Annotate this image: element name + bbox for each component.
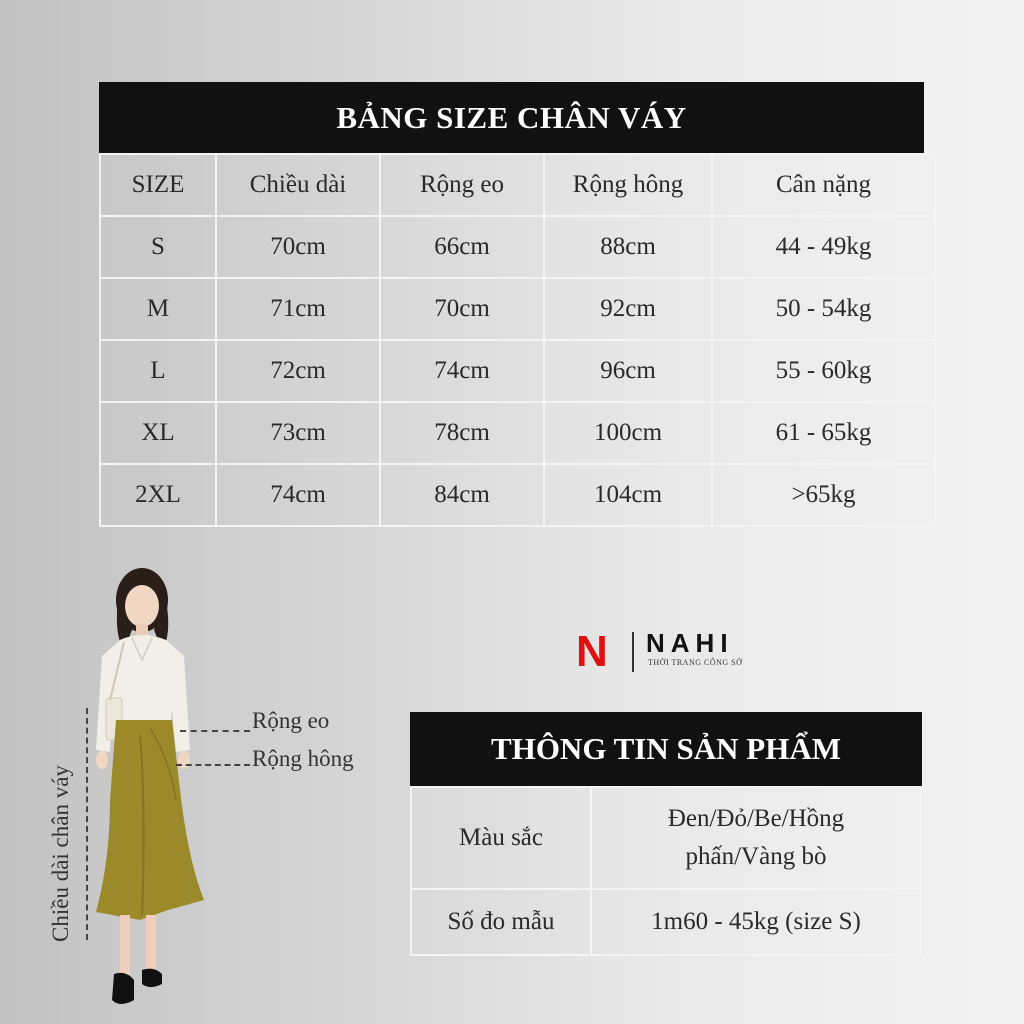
cell-length: 71cm xyxy=(216,278,380,340)
waist-guide-line xyxy=(180,730,250,732)
cell-waist: 66cm xyxy=(380,216,544,278)
cell-waist: 84cm xyxy=(380,464,544,526)
info-label-model-size: Số đo mẫu xyxy=(411,889,591,955)
cell-waist: 70cm xyxy=(380,278,544,340)
cell-waist: 78cm xyxy=(380,402,544,464)
table-row xyxy=(100,216,935,278)
cell-hip: 88cm xyxy=(544,216,712,278)
length-guide-line xyxy=(86,708,88,940)
table-row xyxy=(100,340,935,402)
header-hip: Rộng hông xyxy=(544,154,712,216)
cell-size: S xyxy=(100,216,216,278)
cell-length: 74cm xyxy=(216,464,380,526)
info-value-color xyxy=(591,787,921,889)
cell-length: 72cm xyxy=(216,340,380,402)
table-row xyxy=(100,278,935,340)
waist-label: Rộng eo xyxy=(252,708,330,733)
brand-tagline: THỜI TRANG CÔNG SỞ xyxy=(648,658,743,667)
table-row xyxy=(100,402,935,464)
info-value-color-line-1: Đen/Đỏ/Be/Hồng xyxy=(667,805,845,832)
header-size: SIZE xyxy=(100,154,216,216)
size-chart-title: BẢNG SIZE CHÂN VÁY xyxy=(99,82,924,153)
header-length: Chiều dài xyxy=(216,154,380,216)
cell-size: L xyxy=(100,340,216,402)
info-value-color-line-2: phấn/Vàng bò xyxy=(685,843,827,870)
product-info-table xyxy=(410,786,922,956)
cell-size: XL xyxy=(100,402,216,464)
cell-size: M xyxy=(100,278,216,340)
header-waist: Rộng eo xyxy=(380,154,544,216)
cell-weight: 44 - 49kg xyxy=(712,216,935,278)
info-label-color: Màu sắc xyxy=(411,787,591,889)
hip-label: Rộng hông xyxy=(252,746,354,771)
info-value-model-size: 1m60 - 45kg (size S) xyxy=(591,889,921,955)
cell-size: 2XL xyxy=(100,464,216,526)
cell-hip: 96cm xyxy=(544,340,712,402)
product-info xyxy=(410,712,922,956)
cell-length: 70cm xyxy=(216,216,380,278)
size-table xyxy=(99,153,936,527)
cell-length: 73cm xyxy=(216,402,380,464)
size-chart xyxy=(99,82,924,527)
hip-guide-line xyxy=(176,764,250,766)
cell-waist: 74cm xyxy=(380,340,544,402)
product-info-title: THÔNG TIN SẢN PHẨM xyxy=(410,712,922,786)
cell-weight: 61 - 65kg xyxy=(712,402,935,464)
cell-weight: 50 - 54kg xyxy=(712,278,935,340)
cell-hip: 100cm xyxy=(544,402,712,464)
brand-logo-letter: N xyxy=(576,627,608,676)
cell-hip: 104cm xyxy=(544,464,712,526)
table-row xyxy=(100,464,935,526)
brand-name: NAHI xyxy=(646,628,734,658)
table-header-row xyxy=(100,154,935,216)
cell-hip: 92cm xyxy=(544,278,712,340)
model-photo xyxy=(80,560,230,1020)
skirt-length-label: Chiều dài chân váy xyxy=(48,765,73,942)
table-row xyxy=(411,787,921,889)
brand-divider xyxy=(632,632,634,672)
cell-weight: 55 - 60kg xyxy=(712,340,935,402)
cell-weight: >65kg xyxy=(712,464,935,526)
header-weight: Cân nặng xyxy=(712,154,935,216)
table-row xyxy=(411,889,921,955)
